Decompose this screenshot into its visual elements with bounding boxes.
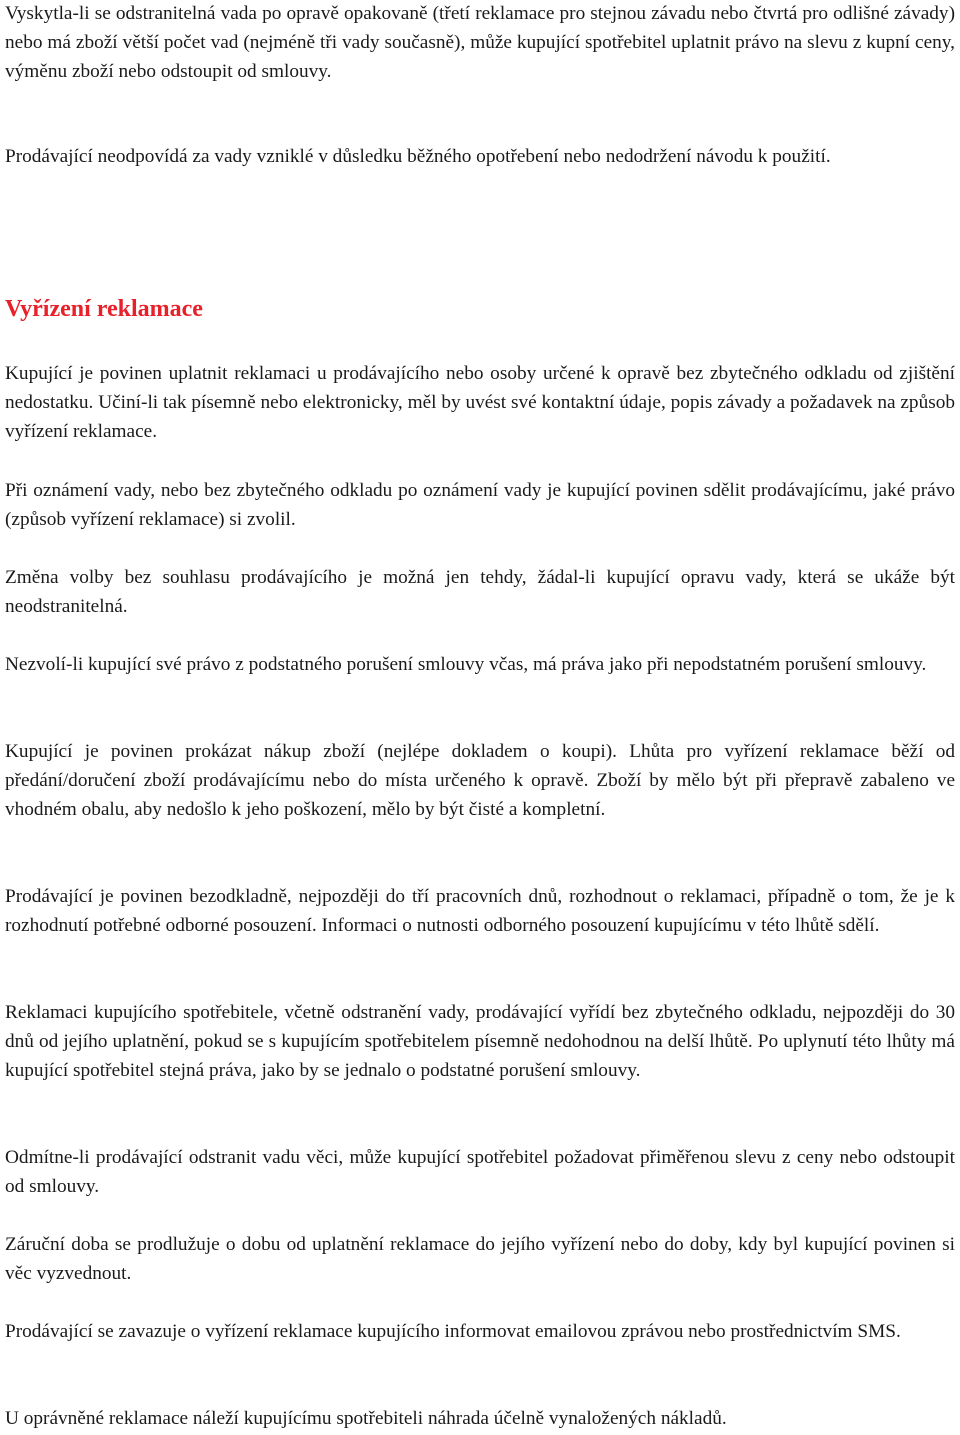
paragraph-claim-submission: Kupující je povinen uplatnit reklamaci u prodávajícího nebo osoby určené k opravě bez zbytečného odkladu od zjištění nedostatku. Učiní-li tak písemně nebo elektronicky, měl by uvést své kontaktní údaje, popis závady a požadavek na způsob vyřízení reklamace.	[5, 363, 955, 442]
section-heading: Vyřízení reklamace	[5, 296, 203, 322]
paragraph-seller-liability: Prodávající neodpovídá za vady vzniklé v důsledku běžného opotřebení nebo nedodržení návodu k použití.	[5, 146, 831, 167]
paragraph-late-choice: Nezvolí-li kupující své právo z podstatného porušení smlouvy včas, má práva jako při nepodstatném porušení smlouvy.	[5, 654, 927, 675]
paragraph-warranty-extension: Záruční doba se prodlužuje o dobu od uplatnění reklamace do jejího vyřízení nebo do doby, kdy byl kupující povinen si věc vyzvednout.	[5, 1234, 955, 1284]
paragraph-choice-change: Změna volby bez souhlasu prodávajícího je možná jen tehdy, žádal-li kupující opravu vady, která se ukáže být neodstranitelná.	[5, 567, 955, 617]
paragraph-resolution-deadline: Reklamaci kupujícího spotřebitele, včetně odstranění vady, prodávající vyřídí bez zbytečného odkladu, nejpozději do 30 dnů od jejího uplatnění, pokud se s kupujícím spotřebitelem písemně nedohodnou na delší lhůtě. Po uplynutí této lhůty má kupující spotřebitel stejná práva, jako by se jednalo o podstatné porušení smlouvy.	[5, 1002, 955, 1081]
paragraph-compensation: U oprávněné reklamace náleží kupujícímu spotřebiteli náhrada účelně vynaložených nákladů.	[5, 1408, 727, 1429]
paragraph-decision-deadline: Prodávající je povinen bezodkladně, nejpozději do tří pracovních dnů, rozhodnout o reklamaci, případně o tom, že je k rozhodnutí potřebné odborné posouzení. Informaci o nutnosti odborného posouzení kupujícímu v této lhůtě sdělí.	[5, 886, 955, 936]
paragraph-defect-rights: Vyskytla-li se odstranitelná vada po opravě opakovaně (třetí reklamace pro stejnou závadu nebo čtvrtá pro odlišné závady) nebo má zboží větší počet vad (nejméně tři vady současně), může kupující spotřebitel uplatnit právo na slevu z kupní ceny, výměnu zboží nebo odstoupit od smlouvy.	[5, 3, 955, 82]
paragraph-refusal: Odmítne-li prodávající odstranit vadu věci, může kupující spotřebitel požadovat přiměřenou slevu z ceny nebo odstoupit od smlouvy.	[5, 1147, 955, 1197]
paragraph-notification: Prodávající se zavazuje o vyřízení reklamace kupujícího informovat emailovou zprávou nebo prostřednictvím SMS.	[5, 1321, 901, 1342]
paragraph-proof-of-purchase: Kupující je povinen prokázat nákup zboží (nejlépe dokladem o koupi). Lhůta pro vyřízení reklamace běží od předání/doručení zboží prodávajícímu nebo do místa určeného k opravě. Zboží by mělo být při přepravě zabaleno ve vhodném obalu, aby nedošlo k jeho poškození, mělo by být čisté a kompletní.	[5, 741, 955, 820]
paragraph-claim-choice: Při oznámení vady, nebo bez zbytečného odkladu po oznámení vady je kupující povinen sdělit prodávajícímu, jaké právo (způsob vyřízení reklamace) si zvolil.	[5, 480, 955, 530]
